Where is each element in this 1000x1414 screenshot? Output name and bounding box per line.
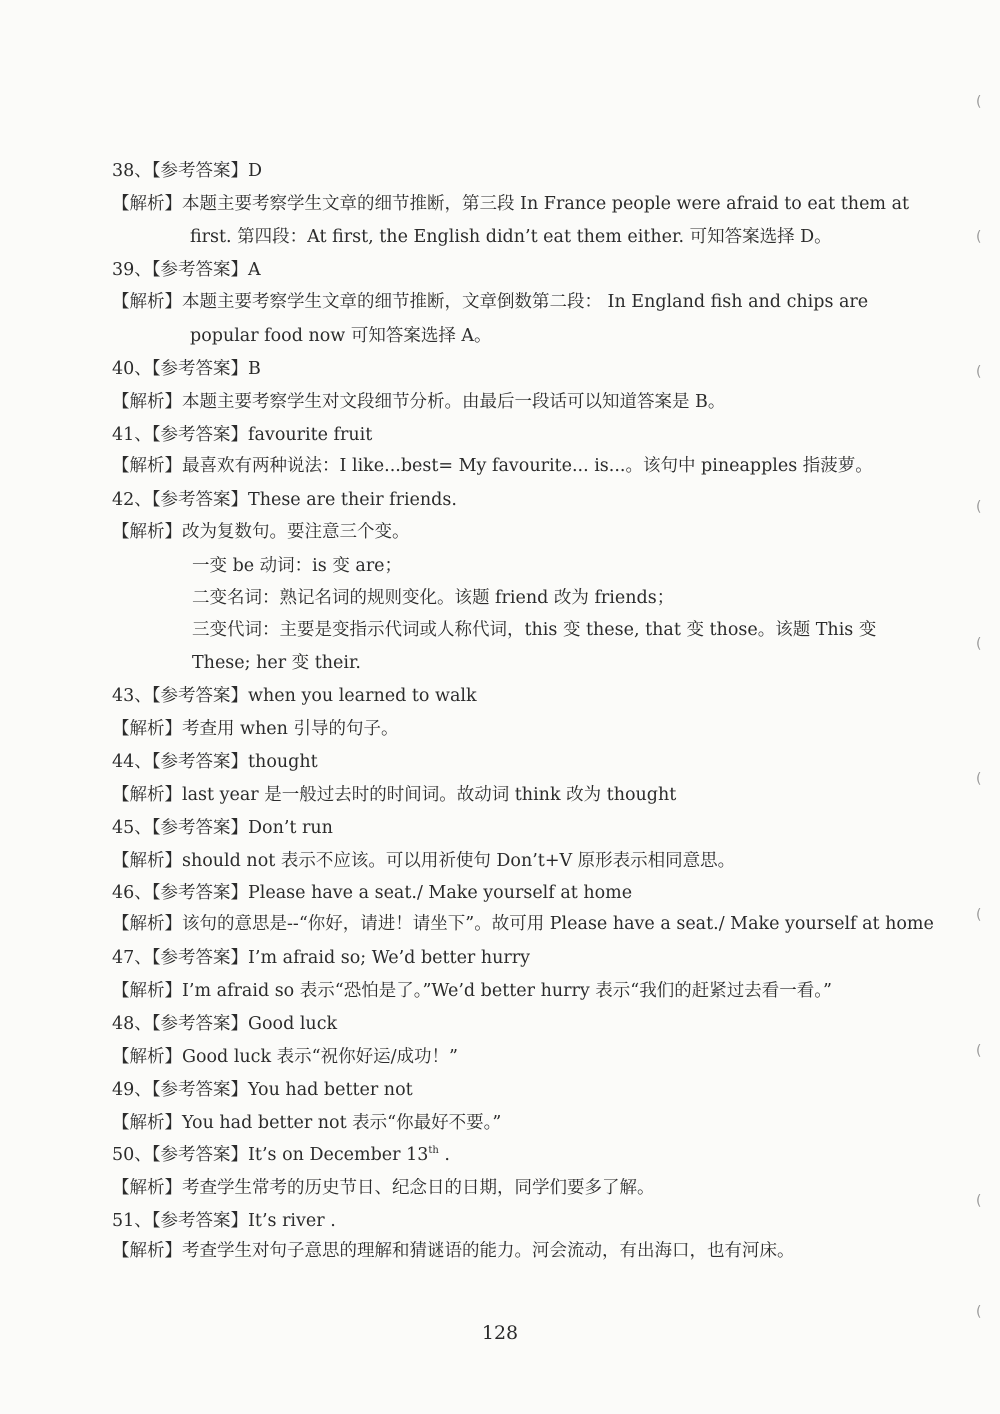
answer-line: 51、【参考答案】It’s river . xyxy=(112,1211,336,1231)
ordinal-suffix: th xyxy=(428,1145,439,1156)
answer-text: 50、【参考答案】It’s on December 13 xyxy=(112,1145,429,1165)
answer-line: 40、【参考答案】B xyxy=(112,359,261,379)
answer-line: 44、【参考答案】thought xyxy=(112,752,318,772)
analysis-line: 【解析】该句的意思是--“你好，请进！请坐下”。故可用 Please have a seat./ Make yourself at home xyxy=(112,914,934,934)
answer-line: 46、【参考答案】Please have a seat./ Make yourself at home xyxy=(112,883,633,903)
binder-hole-mark: ( xyxy=(976,1043,982,1059)
analysis-continuation: first. 第四段：At first, the English didn’t eat them either. 可知答案选择 D。 xyxy=(190,227,832,247)
binder-hole-mark: ( xyxy=(976,499,982,515)
analysis-line: 【解析】考查用 when 引导的句子。 xyxy=(112,719,399,739)
binder-hole-mark: ( xyxy=(976,771,982,787)
analysis-line: 【解析】You had better not 表示“你最好不要。” xyxy=(112,1113,502,1133)
answer-line: 47、【参考答案】I’m afraid so; We’d better hurry xyxy=(112,948,531,968)
analysis-line: 【解析】本题主要考察学生文章的细节推断，文章倒数第二段： In England fish and chips are xyxy=(112,292,869,312)
binder-hole-mark: ( xyxy=(976,364,982,380)
answer-line: 42、【参考答案】These are their friends. xyxy=(112,490,457,510)
analysis-line: 【解析】改为复数句。要注意三个变。 xyxy=(112,522,410,542)
analysis-line: 【解析】最喜欢有两种说法：I like...best= My favourite... is...。该句中 pineapples 指菠萝。 xyxy=(112,456,873,476)
answer-line: 45、【参考答案】Don’t run xyxy=(112,818,333,838)
binder-hole-mark: ( xyxy=(976,94,982,110)
analysis-subpoint: 三变代词：主要是变指示代词或人称代词，this 变 these, that 变 those。该题 This 变 xyxy=(192,620,877,640)
analysis-subpoint: These; her 变 their. xyxy=(192,653,361,673)
analysis-line: 【解析】本题主要考察学生对文段细节分析。由最后一段话可以知道答案是 B。 xyxy=(112,392,726,412)
analysis-continuation: popular food now 可知答案选择 A。 xyxy=(190,326,492,346)
binder-hole-mark: ( xyxy=(976,907,982,923)
page-number: 128 xyxy=(481,1322,519,1344)
answer-line: 49、【参考答案】You had better not xyxy=(112,1080,413,1100)
analysis-subpoint: 一变 be 动词：is 变 are； xyxy=(192,556,403,576)
answer-line: 38、【参考答案】D xyxy=(112,161,263,181)
analysis-line: 【解析】Good luck 表示“祝你好运/成功！” xyxy=(112,1047,458,1067)
answer-line: 43、【参考答案】when you learned to walk xyxy=(112,686,477,706)
answer-line: 39、【参考答案】A xyxy=(112,260,261,280)
binder-hole-mark: ( xyxy=(976,1304,982,1320)
answer-line-with-superscript xyxy=(112,1144,450,1166)
binder-hole-mark: ( xyxy=(976,636,982,652)
binder-hole-mark: ( xyxy=(976,229,982,245)
analysis-line: 【解析】should not 表示不应该。可以用祈使句 Don’t+V 原形表示相同意思。 xyxy=(112,851,736,871)
analysis-subpoint: 二变名词：熟记名词的规则变化。该题 friend 改为 friends； xyxy=(192,588,675,608)
analysis-line: 【解析】本题主要考察学生文章的细节推断，第三段 In France people were afraid to eat them at xyxy=(112,194,910,214)
analysis-line: 【解析】考查学生常考的历史节日、纪念日的日期，同学们要多了解。 xyxy=(112,1178,655,1198)
binder-hole-mark: ( xyxy=(976,1193,982,1209)
analysis-line: 【解析】last year 是一般过去时的时间词。故动词 think 改为 thought xyxy=(112,785,677,805)
analysis-line: 【解析】考查学生对句子意思的理解和猜谜语的能力。河会流动，有出海口，也有河床。 xyxy=(112,1241,795,1261)
answer-line: 41、【参考答案】favourite fruit xyxy=(112,425,373,445)
analysis-line: 【解析】I’m afraid so 表示“恐怕是了。”We’d better hurry 表示“我们的赶紧过去看一看。” xyxy=(112,981,832,1001)
answer-line: 48、【参考答案】Good luck xyxy=(112,1014,338,1034)
answer-tail: . xyxy=(438,1145,450,1165)
